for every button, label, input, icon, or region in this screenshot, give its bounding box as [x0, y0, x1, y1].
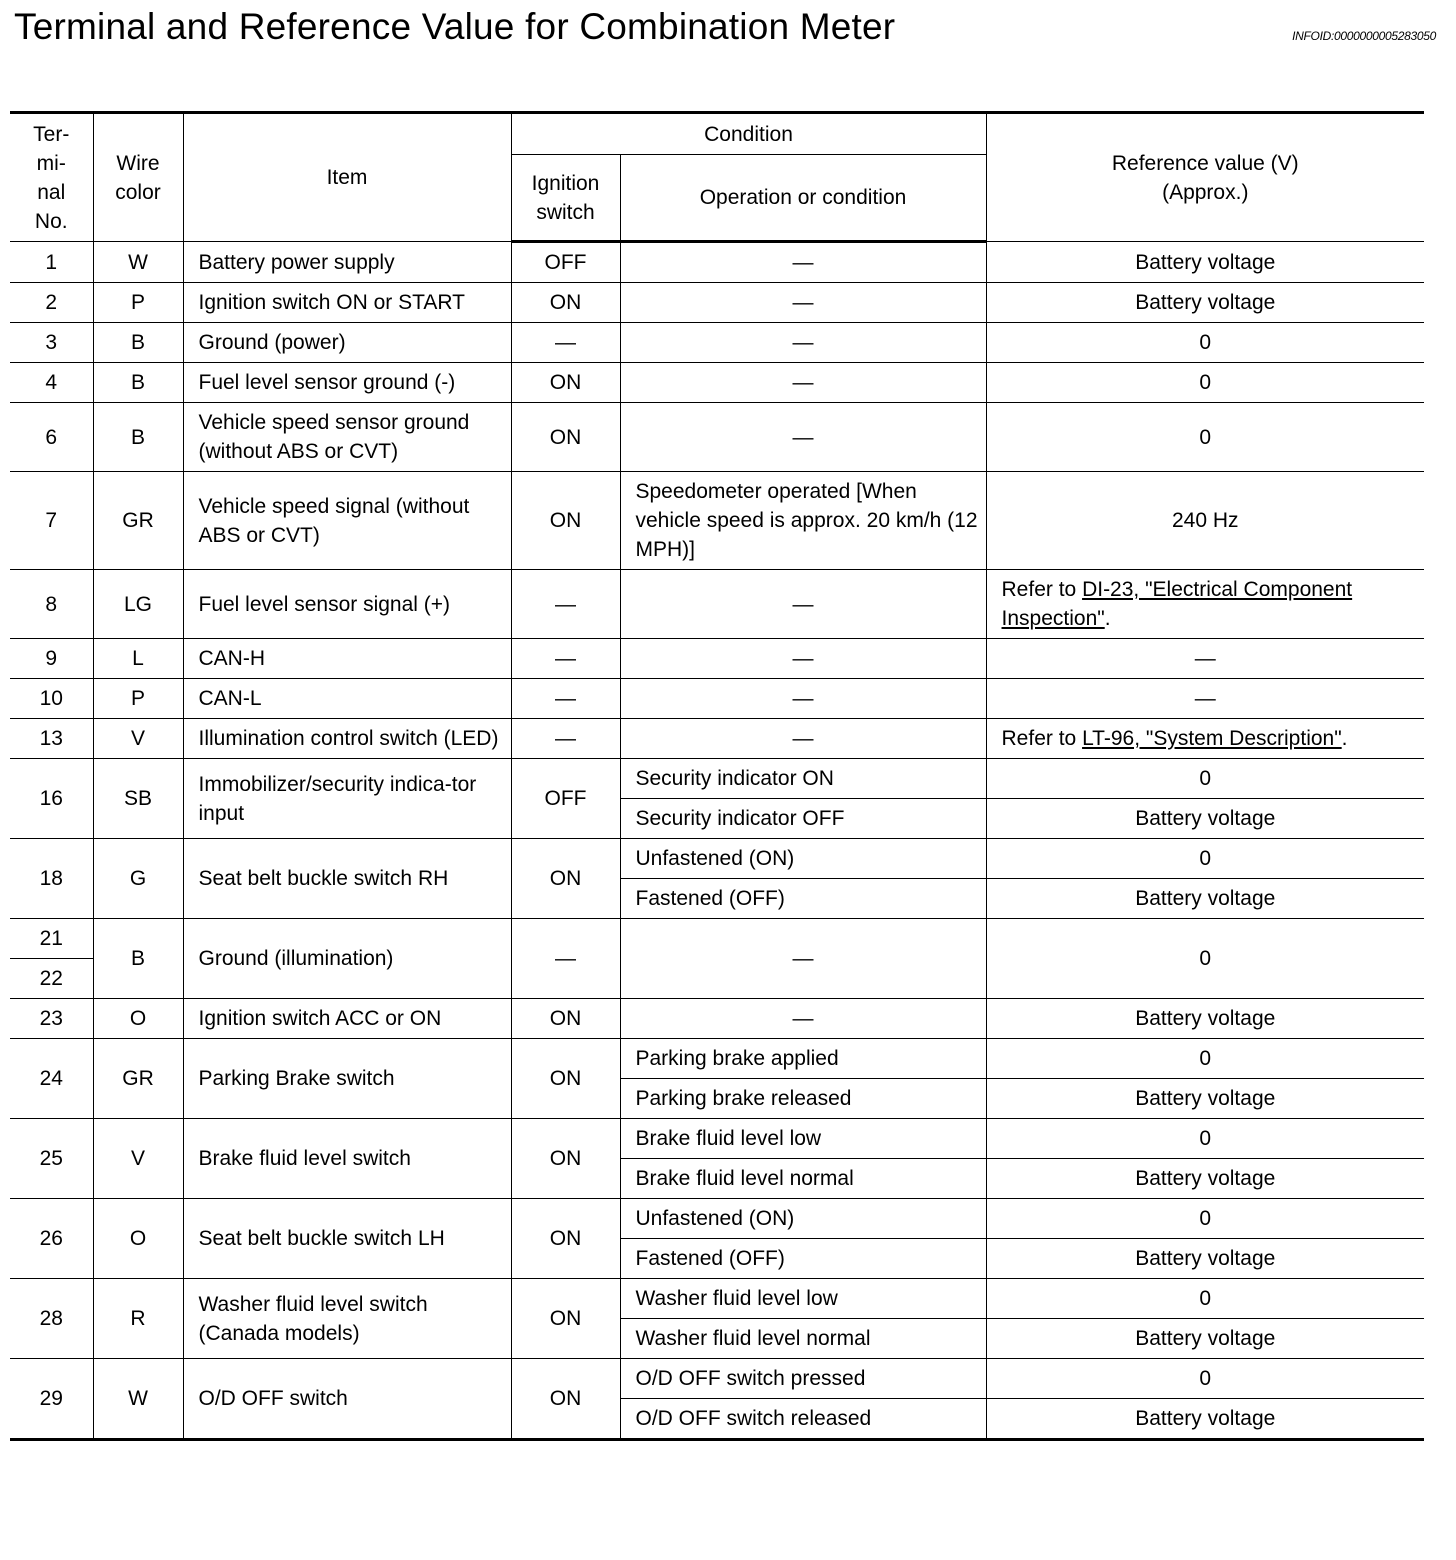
- reference-cell: Battery voltage: [986, 879, 1424, 919]
- ignition-cell: ON: [511, 363, 620, 403]
- wire-color-cell: P: [93, 283, 183, 323]
- header-terminal: Ter- mi- nal No.: [10, 113, 93, 242]
- table-row: [10, 1199, 1424, 1239]
- wire-color-cell: SB: [93, 759, 183, 839]
- table-row: [10, 323, 1424, 363]
- item-cell: Illumination control switch (LED): [183, 719, 511, 759]
- table-row: [10, 1039, 1424, 1079]
- table-row: [10, 363, 1424, 403]
- reference-cell: Battery voltage: [986, 1239, 1424, 1279]
- ignition-cell: OFF: [511, 759, 620, 839]
- reference-cell: [986, 570, 1424, 639]
- terminal-cell: 25: [10, 1119, 93, 1199]
- operation-cell: —: [620, 323, 986, 363]
- terminal-cell: 26: [10, 1199, 93, 1279]
- operation-cell: Parking brake applied: [620, 1039, 986, 1079]
- terminal-cell: 8: [10, 570, 93, 639]
- reference-cell: 0: [986, 1199, 1424, 1239]
- ignition-cell: ON: [511, 999, 620, 1039]
- header-reference-value: Reference value (V) (Approx.): [986, 113, 1424, 242]
- terminal-cell: 1: [10, 242, 93, 283]
- table-row: [10, 403, 1424, 472]
- operation-cell: —: [620, 363, 986, 403]
- operation-cell: Fastened (OFF): [620, 879, 986, 919]
- terminal-cell: 6: [10, 403, 93, 472]
- item-cell: CAN-L: [183, 679, 511, 719]
- reference-cell: Battery voltage: [986, 283, 1424, 323]
- ignition-cell: ON: [511, 403, 620, 472]
- reference-cell: —: [986, 639, 1424, 679]
- operation-cell: —: [620, 719, 986, 759]
- reference-cell: 0: [986, 1039, 1424, 1079]
- item-cell: Washer fluid level switch (Canada models): [183, 1279, 511, 1359]
- item-cell: Seat belt buckle switch LH: [183, 1199, 511, 1279]
- header-operation: Operation or condition: [620, 155, 986, 242]
- item-cell: Battery power supply: [183, 242, 511, 283]
- item-cell: Ignition switch ON or START: [183, 283, 511, 323]
- item-cell: O/D OFF switch: [183, 1359, 511, 1440]
- wire-color-cell: W: [93, 1359, 183, 1440]
- wire-color-cell: W: [93, 242, 183, 283]
- table-row: [10, 283, 1424, 323]
- ignition-cell: ON: [511, 1039, 620, 1119]
- operation-cell: Brake fluid level normal: [620, 1159, 986, 1199]
- operation-cell: —: [620, 679, 986, 719]
- operation-cell: Unfastened (ON): [620, 1199, 986, 1239]
- reference-cell: 0: [986, 1119, 1424, 1159]
- item-cell: Seat belt buckle switch RH: [183, 839, 511, 919]
- header-condition: Condition: [511, 113, 986, 155]
- table-row: [10, 242, 1424, 283]
- item-cell: Ignition switch ACC or ON: [183, 999, 511, 1039]
- reference-cell: Battery voltage: [986, 1319, 1424, 1359]
- ignition-cell: —: [511, 570, 620, 639]
- item-cell: Vehicle speed signal (without ABS or CVT): [183, 472, 511, 570]
- wire-color-cell: V: [93, 719, 183, 759]
- item-cell: Ground (power): [183, 323, 511, 363]
- operation-cell: Security indicator OFF: [620, 799, 986, 839]
- terminal-cell: 28: [10, 1279, 93, 1359]
- ignition-cell: —: [511, 919, 620, 999]
- operation-cell: Speedometer operated [When vehicle speed is approx. 20 km/h (12 MPH)]: [620, 472, 986, 570]
- terminal-cell: 9: [10, 639, 93, 679]
- wire-color-cell: GR: [93, 1039, 183, 1119]
- operation-cell: —: [620, 283, 986, 323]
- wire-color-cell: R: [93, 1279, 183, 1359]
- table-row: [10, 919, 1424, 959]
- operation-cell: —: [620, 242, 986, 283]
- ignition-cell: —: [511, 323, 620, 363]
- table-row: [10, 759, 1424, 799]
- reference-cell: [986, 719, 1424, 759]
- ignition-cell: —: [511, 679, 620, 719]
- reference-link[interactable]: LT-96, "System Description": [1082, 727, 1342, 750]
- operation-cell: Washer fluid level normal: [620, 1319, 986, 1359]
- ignition-cell: ON: [511, 1279, 620, 1359]
- item-cell: Fuel level sensor signal (+): [183, 570, 511, 639]
- reference-cell: 0: [986, 759, 1424, 799]
- table-row: [10, 999, 1424, 1039]
- table-row: [10, 639, 1424, 679]
- reference-cell: 240 Hz: [986, 472, 1424, 570]
- terminal-cell: 10: [10, 679, 93, 719]
- wire-color-cell: O: [93, 1199, 183, 1279]
- reference-cell: Battery voltage: [986, 242, 1424, 283]
- operation-cell: Unfastened (ON): [620, 839, 986, 879]
- terminal-cell: 13: [10, 719, 93, 759]
- reference-cell: —: [986, 679, 1424, 719]
- table-row: [10, 472, 1424, 570]
- table-row: [10, 679, 1424, 719]
- ignition-cell: OFF: [511, 242, 620, 283]
- wire-color-cell: B: [93, 363, 183, 403]
- ignition-cell: ON: [511, 1359, 620, 1440]
- wire-color-cell: B: [93, 919, 183, 999]
- wire-color-cell: LG: [93, 570, 183, 639]
- reference-link[interactable]: DI-23, "Electrical Component Inspection": [1001, 578, 1353, 630]
- reference-cell: 0: [986, 323, 1424, 363]
- terminal-cell: 7: [10, 472, 93, 570]
- item-cell: Parking Brake switch: [183, 1039, 511, 1119]
- wire-color-cell: V: [93, 1119, 183, 1199]
- reference-cell: Battery voltage: [986, 1159, 1424, 1199]
- operation-cell: O/D OFF switch pressed: [620, 1359, 986, 1399]
- item-cell: Ground (illumination): [183, 919, 511, 999]
- operation-cell: —: [620, 403, 986, 472]
- operation-cell: —: [620, 570, 986, 639]
- item-cell: Fuel level sensor ground (-): [183, 363, 511, 403]
- page-title: Terminal and Reference Value for Combination Meter: [14, 6, 896, 47]
- terminal-reference-table: [10, 111, 1424, 1441]
- header-item: Item: [183, 113, 511, 242]
- ignition-cell: ON: [511, 1119, 620, 1199]
- reference-cell: 0: [986, 363, 1424, 403]
- operation-cell: —: [620, 919, 986, 999]
- reference-cell: 0: [986, 1359, 1424, 1399]
- ignition-cell: —: [511, 639, 620, 679]
- reference-cell: Battery voltage: [986, 1079, 1424, 1119]
- table-row: [10, 719, 1424, 759]
- operation-cell: Fastened (OFF): [620, 1239, 986, 1279]
- reference-cell: 0: [986, 839, 1424, 879]
- ignition-cell: —: [511, 719, 620, 759]
- wire-color-cell: P: [93, 679, 183, 719]
- reference-cell: 0: [986, 919, 1424, 999]
- wire-color-cell: GR: [93, 472, 183, 570]
- reference-cell: Battery voltage: [986, 799, 1424, 839]
- terminal-cell: 24: [10, 1039, 93, 1119]
- operation-cell: —: [620, 639, 986, 679]
- terminal-cell: 16: [10, 759, 93, 839]
- reference-cell: Battery voltage: [986, 1399, 1424, 1440]
- reference-prefix: Refer to: [1001, 727, 1083, 750]
- operation-cell: Security indicator ON: [620, 759, 986, 799]
- reference-cell: Battery voltage: [986, 999, 1424, 1039]
- table-row: [10, 1279, 1424, 1319]
- wire-color-cell: B: [93, 403, 183, 472]
- operation-cell: Washer fluid level low: [620, 1279, 986, 1319]
- ignition-cell: ON: [511, 472, 620, 570]
- table-row: [10, 570, 1424, 639]
- info-id: INFOID:0000000005283050: [1292, 29, 1436, 43]
- reference-cell: 0: [986, 1279, 1424, 1319]
- operation-cell: Parking brake released: [620, 1079, 986, 1119]
- header-ignition-switch: Ignition switch: [511, 155, 620, 242]
- ignition-cell: ON: [511, 1199, 620, 1279]
- wire-color-cell: L: [93, 639, 183, 679]
- reference-cell: 0: [986, 403, 1424, 472]
- table-row: [10, 1359, 1424, 1399]
- wire-color-cell: G: [93, 839, 183, 919]
- reference-suffix: .: [1104, 607, 1111, 630]
- header-wire-color: Wire color: [93, 113, 183, 242]
- item-cell: CAN-H: [183, 639, 511, 679]
- wire-color-cell: B: [93, 323, 183, 363]
- terminal-cell: 21: [10, 919, 93, 959]
- item-cell: Brake fluid level switch: [183, 1119, 511, 1199]
- terminal-cell: 2: [10, 283, 93, 323]
- item-cell: Vehicle speed sensor ground (without ABS or CVT): [183, 403, 511, 472]
- ignition-cell: ON: [511, 283, 620, 323]
- reference-suffix: .: [1341, 727, 1348, 750]
- operation-cell: Brake fluid level low: [620, 1119, 986, 1159]
- terminal-cell: 18: [10, 839, 93, 919]
- item-cell: Immobilizer/security indica-tor input: [183, 759, 511, 839]
- terminal-cell: 4: [10, 363, 93, 403]
- reference-prefix: Refer to: [1001, 578, 1083, 601]
- ignition-cell: ON: [511, 839, 620, 919]
- terminal-cell: 23: [10, 999, 93, 1039]
- terminal-cell: 22: [10, 959, 93, 999]
- wire-color-cell: O: [93, 999, 183, 1039]
- operation-cell: —: [620, 999, 986, 1039]
- operation-cell: O/D OFF switch released: [620, 1399, 986, 1440]
- terminal-cell: 29: [10, 1359, 93, 1440]
- terminal-cell: 3: [10, 323, 93, 363]
- table-row: [10, 839, 1424, 879]
- table-body: [10, 242, 1424, 1440]
- table-row: [10, 1119, 1424, 1159]
